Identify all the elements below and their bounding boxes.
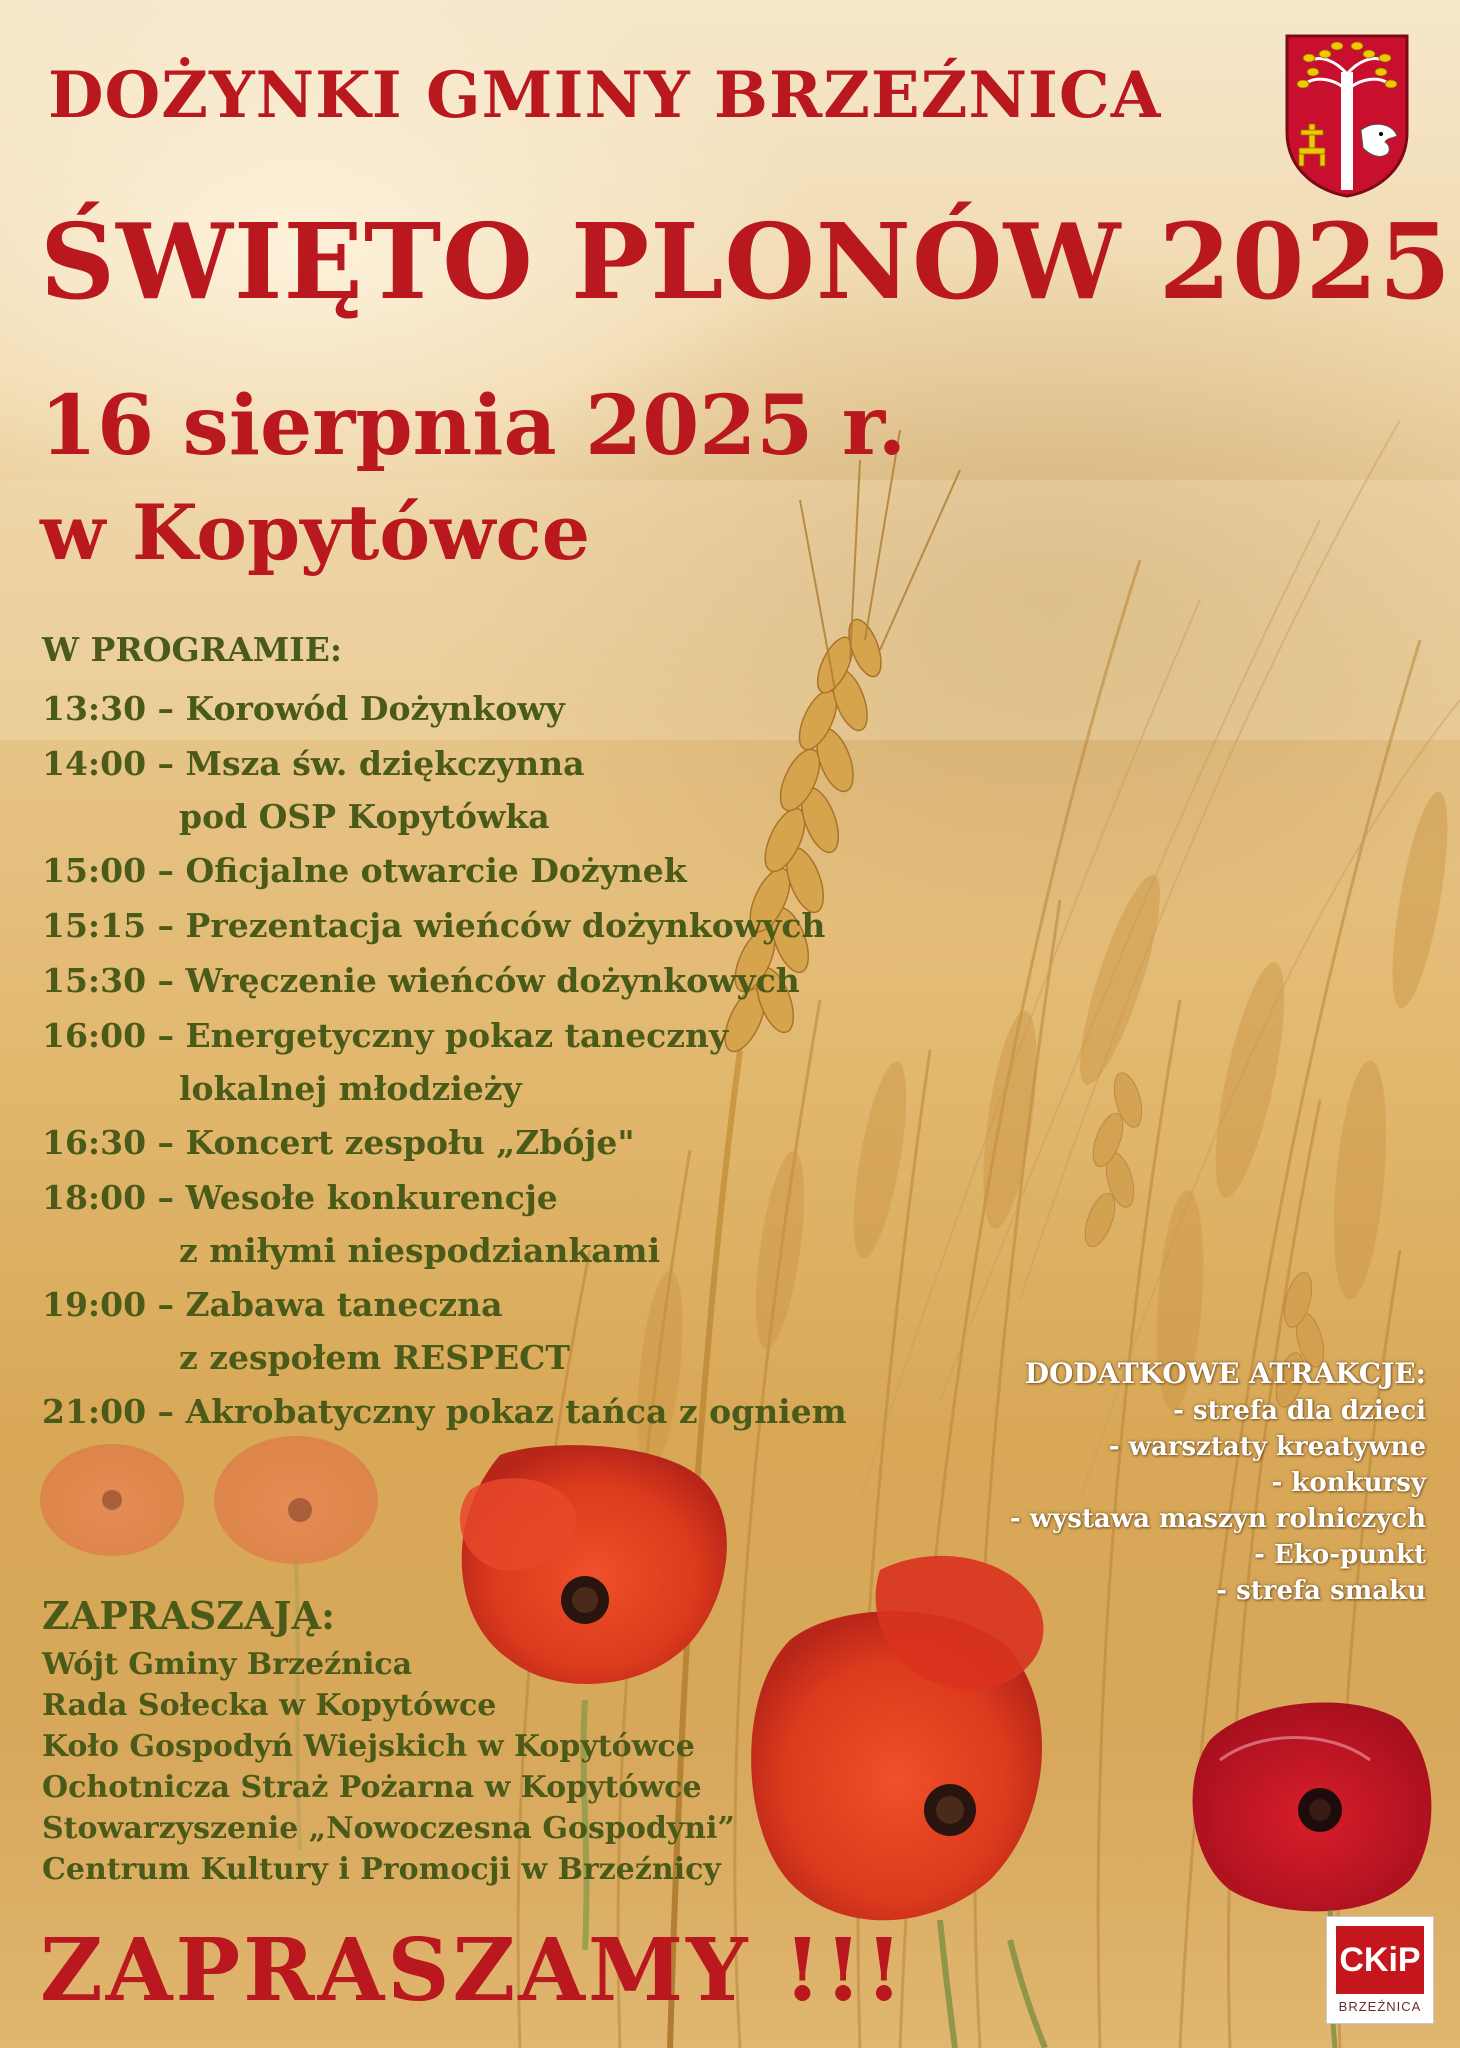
- program-item: 14:00 – Msza św. dziękczynna: [42, 744, 585, 783]
- attractions-heading: DODATKOWE ATRAKCJE:: [1024, 1357, 1426, 1390]
- program-item: 15:30 – Wręczenie wieńców dożynkowych: [42, 961, 800, 1000]
- program-item-continued: pod OSP Kopytówka: [179, 797, 550, 836]
- program-list: [42, 681, 847, 1439]
- attraction-item: - strefa dla dzieci: [1173, 1396, 1426, 1426]
- event-place: w Kopytówce: [40, 488, 591, 577]
- program-item: 15:15 – Prezentacja wieńców dożynkowych: [42, 906, 826, 945]
- organizer-item: Wójt Gminy Brzeźnica: [42, 1647, 413, 1682]
- program-item: 16:30 – Koncert zespołu „Zbóje": [42, 1123, 635, 1162]
- program-item-continued: lokalnej młodzieży: [179, 1069, 522, 1108]
- attraction-item: - wystawa maszyn rolniczych: [1009, 1504, 1426, 1534]
- organizer-item: Stowarzyszenie „Nowoczesna Gospodyni”: [42, 1811, 735, 1846]
- program-item: 15:00 – Oficjalne otwarcie Dożynek: [42, 851, 687, 890]
- organizer-item: Ochotnicza Straż Pożarna w Kopytówce: [42, 1770, 702, 1805]
- organizer-item: Centrum Kultury i Promocji w Brzeźnicy: [42, 1852, 721, 1887]
- ckip-logo-subtitle: BRZEŹNICA: [1338, 1999, 1422, 2014]
- event-date: 16 sierpnia 2025 r.: [40, 378, 907, 474]
- program-item-continued: z miłymi niespodziankami: [179, 1231, 661, 1270]
- program-item: 21:00 – Akrobatyczny pokaz tańca z ogniem: [42, 1392, 847, 1431]
- organizers-heading: ZAPRASZAJĄ:: [42, 1593, 336, 1638]
- ckip-logo: [1326, 1916, 1434, 2024]
- program-item: 13:30 – Korowód Dożynkowy: [42, 689, 565, 728]
- organizer-item: Koło Gospodyń Wiejskich w Kopytówce: [42, 1729, 695, 1764]
- event-title-top: DOŻYNKI GMINY BRZEŹNICA: [48, 58, 1162, 133]
- extra-attractions: [1010, 1355, 1426, 1609]
- event-title-main: ŚWIĘTO PLONÓW 2025: [40, 200, 1453, 323]
- attraction-item: - strefa smaku: [1216, 1576, 1426, 1606]
- attraction-item: - Eko-punkt: [1254, 1540, 1426, 1570]
- program-item-continued: z zespołem RESPECT: [179, 1338, 570, 1377]
- attraction-item: - konkursy: [1271, 1468, 1426, 1498]
- organizer-item: Rada Sołecka w Kopytówce: [42, 1688, 497, 1723]
- program-item: 18:00 – Wesołe konkurencje: [42, 1178, 558, 1217]
- attraction-item: - warsztaty kreatywne: [1108, 1432, 1426, 1462]
- invitation-footer: ZAPRASZAMY !!!: [40, 1920, 906, 2021]
- coat-of-arms-icon: [1283, 32, 1411, 200]
- program-item: 19:00 – Zabawa taneczna: [42, 1285, 503, 1324]
- program-item: 16:00 – Energetyczny pokaz taneczny: [42, 1016, 729, 1055]
- ckip-logo-mark: CKiP: [1336, 1926, 1424, 1994]
- organizers-section: [42, 1590, 735, 1890]
- program-section: [42, 630, 847, 1439]
- program-heading: W PROGRAMIE:: [42, 630, 343, 669]
